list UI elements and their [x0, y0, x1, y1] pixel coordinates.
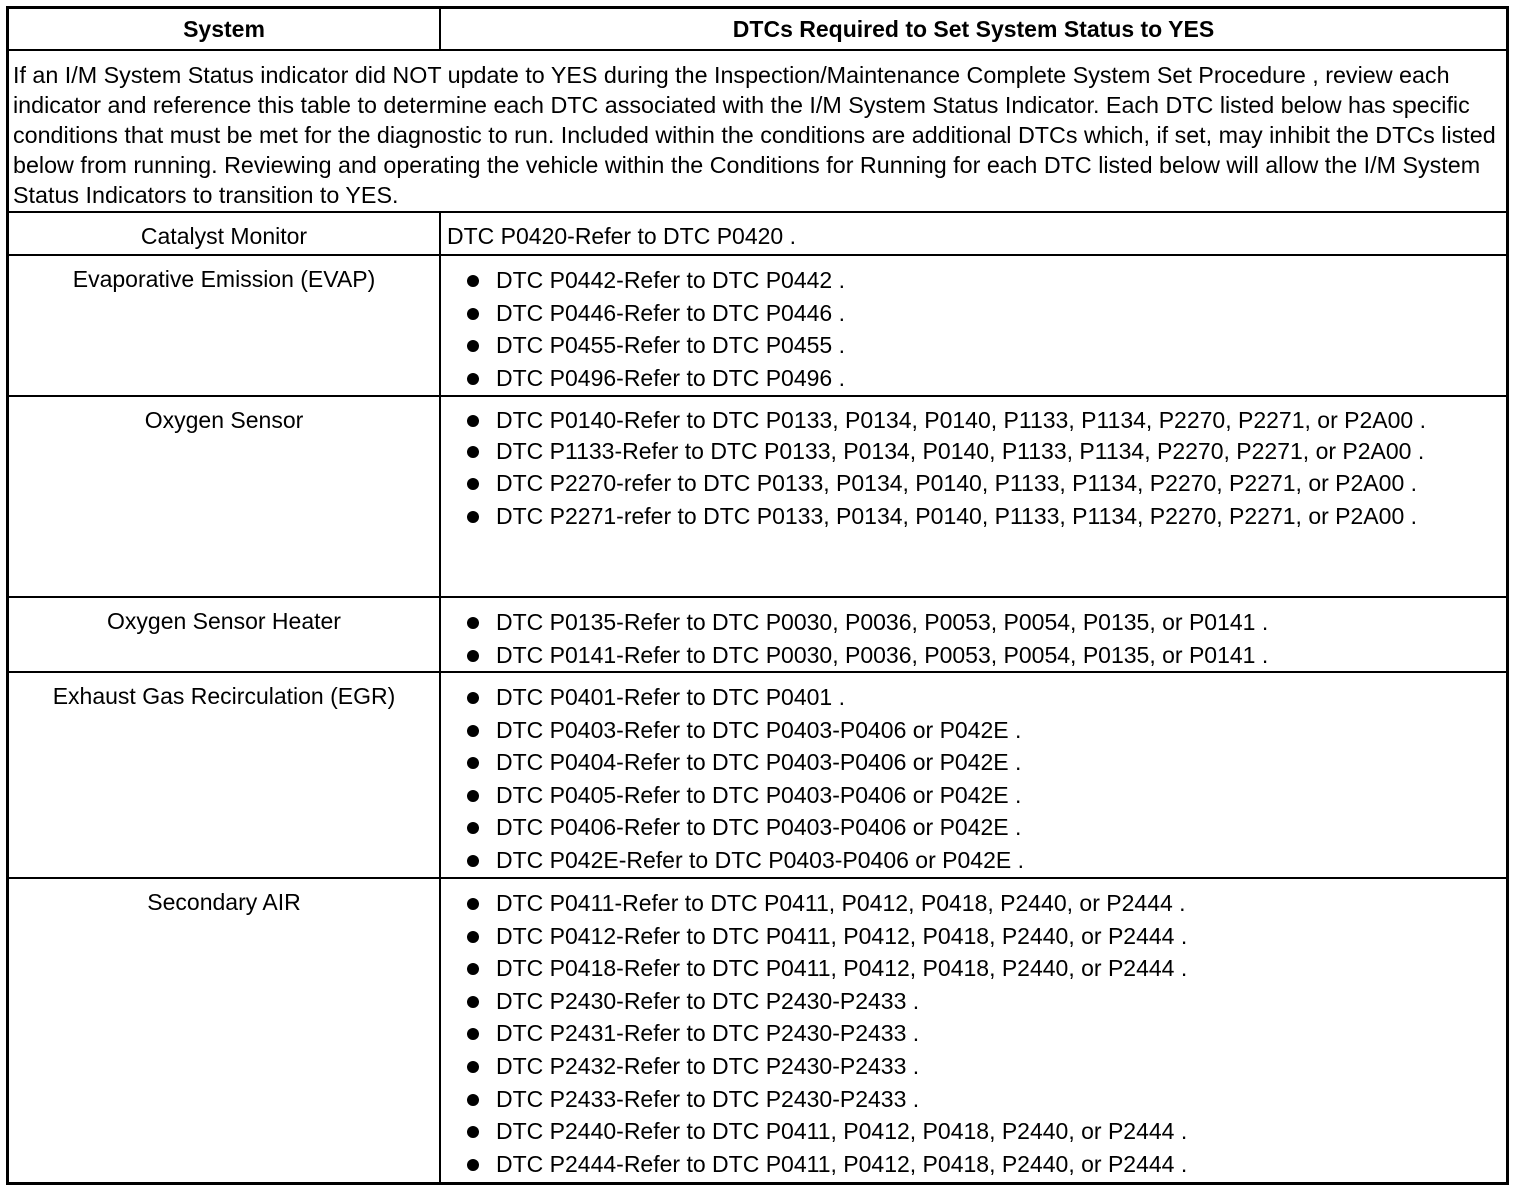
list-item: DTC P0405-Refer to DTC P0403-P0406 or P042E . [447, 779, 1506, 812]
list-item: DTC P2271-refer to DTC P0133, P0134, P0140, P1133, P1134, P2270, P2271, or P2A00 . [447, 500, 1502, 533]
dtc-list [447, 405, 1502, 532]
list-item: DTC P0442-Refer to DTC P0442 . [447, 264, 1506, 297]
list-item: DTC P2432-Refer to DTC P2430-P2433 . [447, 1050, 1506, 1083]
list-item: DTC P042E-Refer to DTC P0403-P0406 or P042E . [447, 844, 1506, 877]
table-header [9, 9, 1506, 51]
list-item: DTC P2430-Refer to DTC P2430-P2433 . [447, 985, 1506, 1018]
list-item: DTC P2433-Refer to DTC P2430-P2433 . [447, 1083, 1506, 1116]
list-item: DTC P0140-Refer to DTC P0133, P0134, P0140, P1133, P1134, P2270, P2271, or P2A00 . [447, 405, 1502, 436]
system-name: Catalyst Monitor [9, 213, 441, 254]
list-item: DTC P0496-Refer to DTC P0496 . [447, 362, 1506, 395]
list-item: DTC P0406-Refer to DTC P0403-P0406 or P042E . [447, 811, 1506, 844]
list-item: DTC P0141-Refer to DTC P0030, P0036, P0053, P0054, P0135, or P0141 . [447, 639, 1506, 672]
list-item: DTC P0446-Refer to DTC P0446 . [447, 297, 1506, 330]
list-item: DTC P2270-refer to DTC P0133, P0134, P0140, P1133, P1134, P2270, P2271, or P2A00 . [447, 467, 1502, 500]
list-item: DTC P0418-Refer to DTC P0411, P0412, P0418, P2440, or P2444 . [447, 952, 1506, 985]
dtc-list [447, 681, 1506, 877]
list-item: DTC P0135-Refer to DTC P0030, P0036, P0053, P0054, P0135, or P0141 . [447, 606, 1506, 639]
list-item: DTC P0403-Refer to DTC P0403-P0406 or P042E . [447, 714, 1506, 747]
table-row [9, 673, 1506, 879]
list-item: DTC P0401-Refer to DTC P0401 . [447, 681, 1506, 714]
dtc-list [447, 264, 1506, 394]
table-row [9, 879, 1506, 1184]
list-item: DTC P1133-Refer to DTC P0133, P0134, P0140, P1133, P1134, P2270, P2271, or P2A00 . [447, 436, 1502, 467]
list-item: DTC P2444-Refer to DTC P0411, P0412, P0418, P2440, or P2444 . [447, 1148, 1506, 1181]
table-row [9, 598, 1506, 673]
dtc-text: DTC P0420-Refer to DTC P0420 . [447, 223, 796, 249]
dtc-list [447, 606, 1506, 671]
table-row [9, 397, 1506, 598]
dtc-cell [441, 397, 1506, 596]
list-item: DTC P0455-Refer to DTC P0455 . [447, 329, 1506, 362]
list-item: DTC P0412-Refer to DTC P0411, P0412, P0418, P2440, or P2444 . [447, 920, 1506, 953]
header-system: System [9, 9, 441, 49]
system-name: Evaporative Emission (EVAP) [9, 256, 441, 395]
dtc-cell [441, 879, 1506, 1184]
dtc-cell [441, 598, 1506, 671]
table-row [9, 213, 1506, 256]
list-item: DTC P2440-Refer to DTC P0411, P0412, P0418, P2440, or P2444 . [447, 1115, 1506, 1148]
system-name: Exhaust Gas Recirculation (EGR) [9, 673, 441, 877]
system-name: Oxygen Sensor [9, 397, 441, 596]
list-item: DTC P0411-Refer to DTC P0411, P0412, P0418, P2440, or P2444 . [447, 887, 1506, 920]
dtc-cell [441, 213, 1506, 254]
dtc-list [447, 887, 1506, 1180]
header-dtcs: DTCs Required to Set System Status to YES [732, 15, 1215, 42]
system-name: Oxygen Sensor Heater [9, 598, 441, 671]
list-item: DTC P2431-Refer to DTC P2430-P2433 . [447, 1017, 1506, 1050]
dtc-cell [441, 256, 1506, 395]
dtc-table [6, 6, 1509, 1185]
dtc-cell [441, 673, 1506, 877]
intro-paragraph: If an I/M System Status indicator did NOT update to YES during the Inspection/Maintenance Complete System Set Procedure , review each indicator and reference this table to determine each DTC associated with the I/M System Status Indicator. Each DTC listed below has specific conditions that must be met for the diagnostic to run. Included within the conditions are additional DTCs which, if set, may inhibit the DTCs listed below from running. Reviewing and operating the vehicle within the Conditions for Running for each DTC listed below will allow the I/M System Status Indicators to transition to YES. [9, 51, 1506, 213]
list-item: DTC P0404-Refer to DTC P0403-P0406 or P042E . [447, 746, 1506, 779]
table-row [9, 256, 1506, 397]
system-name: Secondary AIR [9, 879, 441, 1184]
